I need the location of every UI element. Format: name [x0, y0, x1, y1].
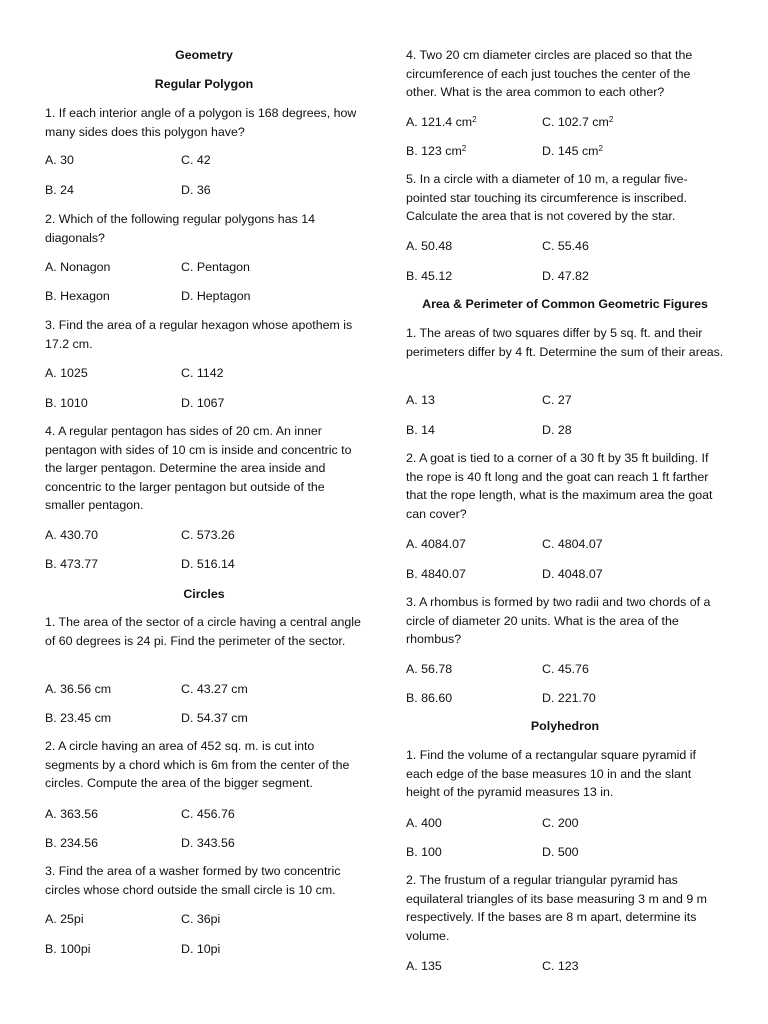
option-c: C. 4804.07 — [542, 537, 603, 551]
option-d: D. 4048.07 — [542, 567, 603, 581]
option-a: A. 25pi — [45, 912, 84, 926]
options-row — [406, 660, 724, 679]
option-d: D. 516.14 — [181, 557, 235, 571]
question-text: 2. A circle having an area of 452 sq. m. is cut into segments by a chord which is 6m from the center of the circles. Compute the area of the bigger segment. — [45, 739, 350, 791]
option-a: A. 56.78 — [406, 662, 453, 676]
option-a: A. 135 — [406, 959, 442, 973]
options-row — [406, 565, 724, 584]
section-heading-regular-polygon: Regular Polygon — [154, 77, 254, 91]
options-row — [406, 391, 724, 410]
option-a: A. 430.70 — [45, 528, 99, 542]
option-a: A. 4084.07 — [406, 537, 466, 551]
section-heading-circles: Circles — [183, 587, 225, 601]
option-c-text: C. 102.7 cm — [542, 115, 609, 129]
question-text: 1. Find the volume of a rectangular square pyramid if each edge of the base measures 10 in and the slant height of the pyramid measures 13 in. — [406, 748, 696, 800]
option-d: D. Heptagon — [181, 289, 251, 303]
option-a: A. 400 — [406, 816, 442, 830]
option-d — [542, 142, 678, 161]
option-b: B. 4840.07 — [406, 567, 466, 581]
option-c: C. 456.76 — [181, 807, 235, 821]
options-row — [45, 680, 363, 699]
question-text: 2. Which of the following regular polygons has 14 diagonals? — [45, 212, 315, 245]
option-d: D. 47.82 — [542, 269, 589, 283]
option-c: C. 55.46 — [542, 239, 589, 253]
option-b: B. 234.56 — [45, 836, 99, 850]
option-c: C. 123 — [542, 959, 579, 973]
option-b-text: B. 123 cm — [406, 144, 462, 158]
superscript: 2 — [472, 115, 477, 124]
options-row — [45, 910, 363, 929]
option-a: A. Nonagon — [45, 260, 111, 274]
option-d-text: D. 145 cm — [542, 144, 599, 158]
options-row — [45, 287, 363, 306]
option-a: A. 363.56 — [45, 807, 99, 821]
options-row — [45, 151, 363, 170]
question-text: 4. Two 20 cm diameter circles are placed so that the circumference of each just touches the center of the other. What is the area common to each other? — [406, 48, 693, 100]
options-row — [406, 267, 724, 286]
option-d: D. 343.56 — [181, 836, 235, 850]
options-row — [406, 113, 724, 132]
option-a — [406, 113, 542, 132]
option-d: D. 28 — [542, 423, 572, 437]
option-b: B. 1010 — [45, 396, 88, 410]
options-row — [406, 957, 724, 976]
question-text: 4. A regular pentagon has sides of 20 cm. An inner pentagon with sides of 10 cm is inside and concentric to the larger pentagon. Determine the area inside and concentric to the larger pentagon but outside of the smaller pentagon. — [45, 424, 352, 513]
options-row — [45, 555, 363, 574]
option-b: B. 100pi — [45, 942, 91, 956]
option-b: B. 23.45 cm — [45, 711, 112, 725]
options-row — [406, 814, 724, 833]
option-b: B. Hexagon — [45, 289, 110, 303]
option-a: A. 30 — [45, 153, 74, 167]
option-d: D. 1067 — [181, 396, 225, 410]
options-row — [406, 142, 724, 161]
option-c: C. 45.76 — [542, 662, 589, 676]
question-text: 3. A rhombus is formed by two radii and two chords of a circle of diameter 20 units. What is the area of the rhombus? — [406, 595, 711, 647]
question-text: 3. Find the area of a washer formed by two concentric circles whose chord outside the small circle is 10 cm. — [45, 864, 341, 897]
options-row — [45, 364, 363, 383]
options-row — [45, 709, 363, 728]
options-row — [45, 394, 363, 413]
option-a-text: A. 121.4 cm — [406, 115, 473, 129]
question-text: 1. The areas of two squares differ by 5 sq. ft. and their perimeters differ by 4 ft. Determine the sum of their areas. — [406, 326, 724, 359]
option-a: A. 13 — [406, 393, 435, 407]
options-row — [406, 535, 724, 554]
section-heading-area-perimeter: Area & Perimeter of Common Geometric Figures — [422, 297, 708, 311]
document-title: Geometry — [175, 48, 233, 62]
options-row — [45, 940, 363, 959]
superscript: 2 — [461, 144, 467, 153]
option-c: C. 573.26 — [181, 528, 235, 542]
option-d: D. 10pi — [181, 942, 221, 956]
options-row — [45, 526, 363, 545]
question-text: 2. A goat is tied to a corner of a 30 ft by 35 ft building. If the rope is 40 ft long and the goat can reach 1 ft farther that the rope length, what is the maximum area the goat can cover? — [406, 451, 713, 521]
option-b: B. 100 — [406, 845, 442, 859]
option-b: B. 24 — [45, 183, 74, 197]
option-c: C. 42 — [181, 153, 211, 167]
superscript: 2 — [608, 115, 614, 124]
option-c: C. 36pi — [181, 912, 221, 926]
superscript: 2 — [598, 144, 603, 153]
option-c: C. Pentagon — [181, 260, 250, 274]
option-c: C. 27 — [542, 393, 572, 407]
options-row — [406, 237, 724, 256]
option-a: A. 36.56 cm — [45, 682, 112, 696]
options-row — [45, 181, 363, 200]
option-c — [542, 113, 678, 132]
options-row — [45, 258, 363, 277]
options-row — [45, 805, 363, 824]
option-c: C. 43.27 cm — [181, 682, 248, 696]
section-heading-polyhedron: Polyhedron — [530, 719, 600, 733]
option-b: B. 14 — [406, 423, 435, 437]
option-b: B. 473.77 — [45, 557, 99, 571]
options-row — [45, 834, 363, 853]
option-b — [406, 142, 542, 161]
option-b: B. 86.60 — [406, 691, 453, 705]
option-b: B. 45.12 — [406, 269, 453, 283]
options-row — [406, 689, 724, 708]
options-row — [406, 421, 724, 440]
option-d: D. 500 — [542, 845, 579, 859]
question-text: 3. Find the area of a regular hexagon whose apothem is 17.2 cm. — [45, 318, 353, 351]
option-d: D. 36 — [181, 183, 211, 197]
option-c: C. 200 — [542, 816, 579, 830]
question-text: 2. The frustum of a regular triangular pyramid has equilateral triangles of its base measuring 3 m and 9 m respectively. If the bases are 8 m apart, determine its volume. — [406, 873, 707, 943]
option-a: A. 50.48 — [406, 239, 453, 253]
option-c: C. 1142 — [181, 366, 224, 380]
options-row — [406, 843, 724, 862]
option-d: D. 54.37 cm — [181, 711, 248, 725]
question-text: 1. If each interior angle of a polygon is 168 degrees, how many sides does this polygon have? — [45, 106, 357, 139]
option-d: D. 221.70 — [542, 691, 596, 705]
question-text: 1. The area of the sector of a circle having a central angle of 60 degrees is 24 pi. Find the perimeter of the sector. — [45, 615, 361, 648]
question-text: 5. In a circle with a diameter of 10 m, a regular five-pointed star touching its circumference is inscribed. Calculate the area that is not covered by the star. — [406, 172, 688, 224]
option-a: A. 1025 — [45, 366, 88, 380]
